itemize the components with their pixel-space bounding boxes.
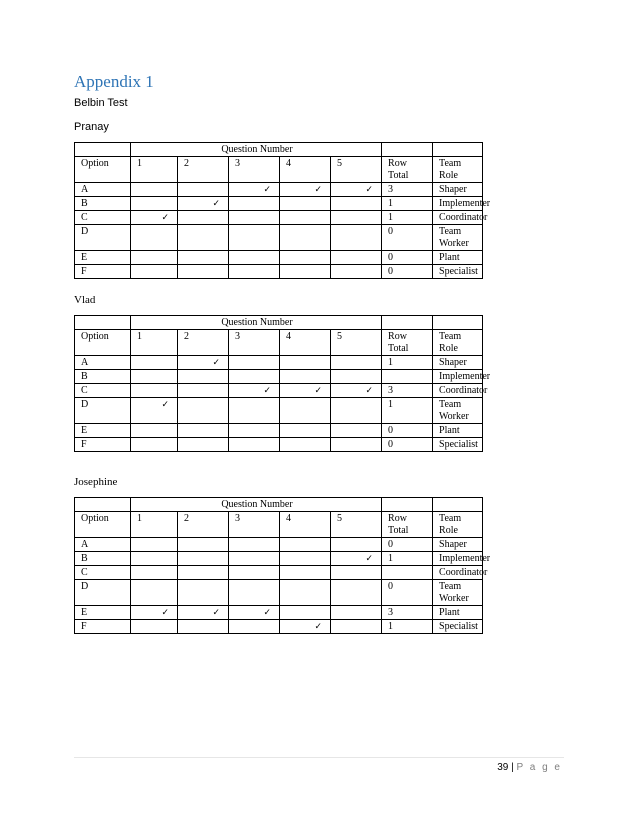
- answer-cell: [280, 251, 331, 265]
- blank-cell: [382, 316, 433, 330]
- question-number-row: [75, 316, 483, 330]
- answer-cell: [229, 183, 280, 197]
- table-row: [75, 566, 483, 580]
- column-header: Team Role: [433, 330, 483, 356]
- answer-cell: [131, 197, 178, 211]
- column-header: 1: [131, 330, 178, 356]
- check-icon: ✓: [263, 608, 271, 618]
- table-row: [75, 438, 483, 452]
- answer-cell: [280, 424, 331, 438]
- blank-cell: [433, 143, 483, 157]
- page-number: 39: [497, 762, 509, 773]
- column-header: 2: [178, 330, 229, 356]
- answer-cell: [131, 580, 178, 606]
- answer-cell: [178, 580, 229, 606]
- answer-cell: [331, 606, 382, 620]
- answer-cell: [178, 552, 229, 566]
- row-total-cell: [382, 566, 433, 580]
- table-row: [75, 580, 483, 606]
- option-cell: A: [75, 183, 131, 197]
- answer-cell: [229, 552, 280, 566]
- answer-cell: [131, 183, 178, 197]
- row-total-cell: 1: [382, 356, 433, 370]
- answer-cell: [178, 211, 229, 225]
- row-total-cell: 0: [382, 538, 433, 552]
- option-cell: C: [75, 384, 131, 398]
- team-role-cell: Implementer: [433, 197, 483, 211]
- page-label: P a g e: [516, 762, 562, 773]
- answer-cell: [280, 211, 331, 225]
- table-row: [75, 538, 483, 552]
- column-header: Row Total: [382, 330, 433, 356]
- row-total-cell: 3: [382, 183, 433, 197]
- answer-cell: [131, 356, 178, 370]
- table-row: [75, 265, 483, 279]
- answer-cell: [131, 438, 178, 452]
- option-cell: F: [75, 265, 131, 279]
- column-header: Row Total: [382, 157, 433, 183]
- row-total-cell: 1: [382, 552, 433, 566]
- answer-cell: [229, 265, 280, 279]
- answer-cell: [178, 620, 229, 634]
- answer-cell: [178, 538, 229, 552]
- team-role-cell: Specialist: [433, 265, 483, 279]
- answer-cell: [280, 538, 331, 552]
- answer-cell: [178, 424, 229, 438]
- row-total-cell: 0: [382, 424, 433, 438]
- blank-cell: [433, 316, 483, 330]
- answer-cell: [280, 580, 331, 606]
- column-header: Option: [75, 512, 131, 538]
- answer-cell: [229, 225, 280, 251]
- answer-cell: [178, 370, 229, 384]
- column-header-row: [75, 157, 483, 183]
- answer-cell: [131, 251, 178, 265]
- column-header: 2: [178, 157, 229, 183]
- option-cell: C: [75, 211, 131, 225]
- blank-cell: [382, 498, 433, 512]
- column-header: 4: [280, 330, 331, 356]
- answer-cell: [331, 225, 382, 251]
- answer-cell: [229, 538, 280, 552]
- column-header: 2: [178, 512, 229, 538]
- row-total-cell: 3: [382, 384, 433, 398]
- blank-cell: [75, 316, 131, 330]
- column-header: Row Total: [382, 512, 433, 538]
- table-row: [75, 620, 483, 634]
- team-role-cell: Shaper: [433, 356, 483, 370]
- person-name-vlad: Vlad: [74, 294, 96, 306]
- check-icon: ✓: [314, 386, 322, 396]
- blank-cell: [382, 143, 433, 157]
- option-cell: A: [75, 538, 131, 552]
- option-cell: C: [75, 566, 131, 580]
- answer-cell: [331, 580, 382, 606]
- answer-cell: [331, 251, 382, 265]
- table-row: [75, 197, 483, 211]
- answer-cell: [131, 620, 178, 634]
- answer-cell: [229, 398, 280, 424]
- answer-cell: [280, 438, 331, 452]
- answer-cell: [280, 197, 331, 211]
- answer-cell: [280, 384, 331, 398]
- column-header: Option: [75, 157, 131, 183]
- answer-cell: [229, 356, 280, 370]
- belbin-table-vlad: [74, 315, 491, 452]
- team-role-cell: Plant: [433, 606, 483, 620]
- check-icon: ✓: [161, 213, 169, 223]
- answer-cell: [229, 620, 280, 634]
- row-total-cell: 0: [382, 265, 433, 279]
- answer-cell: [280, 606, 331, 620]
- team-role-cell: Implementer: [433, 552, 483, 566]
- answer-cell: [178, 225, 229, 251]
- column-header: 5: [331, 512, 382, 538]
- row-total-cell: [382, 370, 433, 384]
- row-total-cell: 0: [382, 580, 433, 606]
- answer-cell: [131, 398, 178, 424]
- option-cell: F: [75, 620, 131, 634]
- answer-cell: [229, 424, 280, 438]
- team-role-cell: Shaper: [433, 183, 483, 197]
- answer-cell: [331, 566, 382, 580]
- column-header: 3: [229, 330, 280, 356]
- team-role-cell: Team Worker: [433, 580, 483, 606]
- answer-cell: [178, 183, 229, 197]
- option-cell: D: [75, 580, 131, 606]
- appendix-heading: Appendix 1: [74, 72, 154, 91]
- check-icon: ✓: [365, 554, 374, 564]
- answer-cell: [178, 197, 229, 211]
- page-footer: [497, 762, 562, 773]
- row-total-cell: 1: [382, 620, 433, 634]
- option-cell: E: [75, 251, 131, 265]
- answer-cell: [331, 183, 382, 197]
- question-number-header: Question Number: [131, 143, 382, 157]
- answer-cell: [331, 398, 382, 424]
- answer-cell: [331, 438, 382, 452]
- answer-cell: [131, 566, 178, 580]
- table-row: [75, 384, 483, 398]
- team-role-cell: Coordinator: [433, 384, 483, 398]
- option-cell: B: [75, 197, 131, 211]
- column-header: Team Role: [433, 157, 483, 183]
- column-header: 4: [280, 157, 331, 183]
- option-cell: E: [75, 424, 131, 438]
- check-icon: ✓: [314, 622, 322, 632]
- answer-cell: [280, 370, 331, 384]
- team-role-cell: Plant: [433, 251, 483, 265]
- check-icon: ✓: [263, 185, 271, 195]
- team-role-cell: Team Worker: [433, 225, 483, 251]
- column-header: 5: [331, 157, 382, 183]
- answer-cell: [331, 538, 382, 552]
- team-role-cell: Specialist: [433, 438, 483, 452]
- check-icon: ✓: [263, 386, 271, 396]
- answer-cell: [229, 211, 280, 225]
- answer-cell: [131, 424, 178, 438]
- option-cell: D: [75, 398, 131, 424]
- column-header: 3: [229, 157, 280, 183]
- check-icon: ✓: [161, 400, 169, 410]
- check-icon: ✓: [161, 608, 169, 618]
- answer-cell: [331, 197, 382, 211]
- team-role-cell: Shaper: [433, 538, 483, 552]
- answer-cell: [331, 552, 382, 566]
- answer-cell: [280, 566, 331, 580]
- option-cell: B: [75, 552, 131, 566]
- answer-cell: [229, 580, 280, 606]
- page-separator: |: [511, 762, 514, 773]
- team-role-cell: Coordinator: [433, 211, 483, 225]
- table-row: [75, 356, 483, 370]
- row-total-cell: 1: [382, 211, 433, 225]
- column-header-row: [75, 512, 483, 538]
- check-icon: ✓: [365, 386, 374, 396]
- option-cell: F: [75, 438, 131, 452]
- table-row: [75, 606, 483, 620]
- answer-cell: [331, 356, 382, 370]
- team-role-cell: Coordinator: [433, 566, 483, 580]
- belbin-test-subtitle: Belbin Test: [74, 97, 128, 109]
- answer-cell: [229, 606, 280, 620]
- answer-cell: [280, 620, 331, 634]
- person-name-pranay: Pranay: [74, 121, 109, 133]
- answer-cell: [131, 606, 178, 620]
- table-row: [75, 225, 483, 251]
- answer-cell: [178, 606, 229, 620]
- table-row: [75, 424, 483, 438]
- column-header: Option: [75, 330, 131, 356]
- question-number-header: Question Number: [131, 316, 382, 330]
- option-cell: E: [75, 606, 131, 620]
- answer-cell: [331, 211, 382, 225]
- answer-cell: [178, 384, 229, 398]
- column-header: 1: [131, 157, 178, 183]
- table-row: [75, 370, 483, 384]
- answer-cell: [178, 438, 229, 452]
- table-row: [75, 183, 483, 197]
- team-role-cell: Implementer: [433, 370, 483, 384]
- answer-cell: [178, 356, 229, 370]
- answer-cell: [229, 566, 280, 580]
- column-header: Team Role: [433, 512, 483, 538]
- team-role-cell: Plant: [433, 424, 483, 438]
- row-total-cell: 1: [382, 398, 433, 424]
- answer-cell: [131, 538, 178, 552]
- answer-cell: [280, 398, 331, 424]
- row-total-cell: 1: [382, 197, 433, 211]
- question-number-row: [75, 143, 483, 157]
- row-total-cell: 0: [382, 251, 433, 265]
- table-row: [75, 398, 483, 424]
- answer-cell: [280, 183, 331, 197]
- option-cell: B: [75, 370, 131, 384]
- blank-cell: [433, 498, 483, 512]
- column-header-row: [75, 330, 483, 356]
- answer-cell: [331, 384, 382, 398]
- answer-cell: [131, 225, 178, 251]
- belbin-table-pranay: [74, 142, 491, 279]
- answer-cell: [131, 265, 178, 279]
- answer-cell: [229, 384, 280, 398]
- blank-cell: [75, 143, 131, 157]
- column-header: 1: [131, 512, 178, 538]
- column-header: 4: [280, 512, 331, 538]
- answer-cell: [178, 251, 229, 265]
- person-name-josephine: Josephine: [74, 476, 118, 488]
- answer-cell: [280, 552, 331, 566]
- team-role-cell: Specialist: [433, 620, 483, 634]
- answer-cell: [331, 370, 382, 384]
- answer-cell: [331, 620, 382, 634]
- row-total-cell: 0: [382, 225, 433, 251]
- check-icon: ✓: [212, 199, 220, 209]
- answer-cell: [280, 356, 331, 370]
- check-icon: ✓: [212, 608, 220, 618]
- answer-cell: [131, 552, 178, 566]
- column-header: 3: [229, 512, 280, 538]
- answer-cell: [229, 197, 280, 211]
- answer-cell: [331, 424, 382, 438]
- answer-cell: [178, 566, 229, 580]
- team-role-cell: Team Worker: [433, 398, 483, 424]
- option-cell: D: [75, 225, 131, 251]
- answer-cell: [131, 211, 178, 225]
- answer-cell: [280, 225, 331, 251]
- answer-cell: [178, 265, 229, 279]
- question-number-header: Question Number: [131, 498, 382, 512]
- answer-cell: [229, 370, 280, 384]
- option-cell: A: [75, 356, 131, 370]
- footer-rule: [74, 757, 564, 758]
- answer-cell: [280, 265, 331, 279]
- blank-cell: [75, 498, 131, 512]
- answer-cell: [178, 398, 229, 424]
- answer-cell: [229, 438, 280, 452]
- table-row: [75, 251, 483, 265]
- column-header: 5: [331, 330, 382, 356]
- table-row: [75, 211, 483, 225]
- answer-cell: [131, 370, 178, 384]
- row-total-cell: 0: [382, 438, 433, 452]
- question-number-row: [75, 498, 483, 512]
- answer-cell: [229, 251, 280, 265]
- answer-cell: [131, 384, 178, 398]
- check-icon: ✓: [212, 358, 220, 368]
- check-icon: ✓: [365, 185, 374, 195]
- answer-cell: [331, 265, 382, 279]
- check-icon: ✓: [314, 185, 322, 195]
- row-total-cell: 3: [382, 606, 433, 620]
- belbin-table-josephine: [74, 497, 491, 634]
- table-row: [75, 552, 483, 566]
